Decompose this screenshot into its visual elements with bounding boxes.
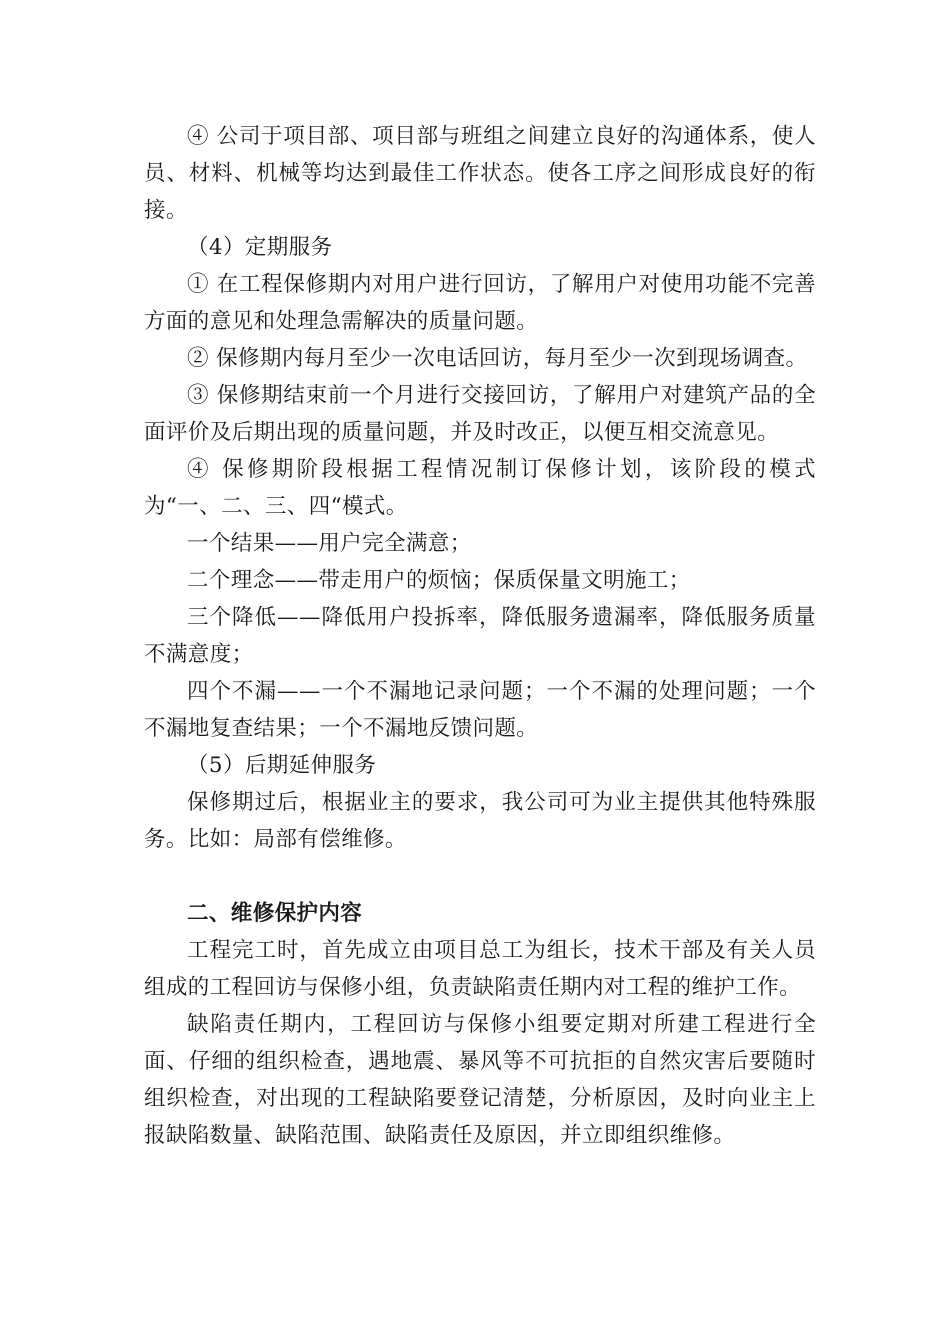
- paragraph: 四个不漏——一个不漏地记录问题；一个不漏的处理问题；一个不漏地复查结果；一个不漏地反馈问题。: [144, 679, 816, 741]
- paragraph: ④ 保修期阶段根据工程情况制订保修计划，该阶段的模式为“一、二、三、四“模式。: [144, 457, 816, 519]
- paragraph: ② 保修期内每月至少一次电话回访，每月至少一次到现场调查。: [187, 346, 808, 371]
- paragraph: 保修期过后，根据业主的要求，我公司可为业主提供其他特殊服务。比如：局部有偿维修。: [144, 790, 816, 852]
- document-body: [144, 118, 816, 1154]
- section-spacer: [144, 858, 816, 895]
- paragraph: 缺陷责任期内，工程回访与保修小组要定期对所建工程进行全面、仔细的组织检查，遇地震、暴风等不可抗拒的自然灾害后要随时组织检查，对出现的工程缺陷要登记清楚，分析原因，及时向业主上报缺陷数量、缺陷范围、缺陷责任及原因，并立即组织维修。: [144, 1012, 816, 1148]
- section-heading: 二、维修保护内容: [187, 901, 363, 926]
- paragraph: 一个结果——用户完全满意；: [187, 531, 472, 556]
- paragraph: ① 在工程保修期内对用户进行回访，了解用户对使用功能不完善方面的意见和处理急需解决的质量问题。: [144, 272, 816, 334]
- paragraph: ③ 保修期结束前一个月进行交接回访，了解用户对建筑产品的全面评价及后期出现的质量问题，并及时改正，以便互相交流意见。: [144, 383, 816, 445]
- paragraph: ④ 公司于项目部、项目部与班组之间建立良好的沟通体系，使人员、材料、机械等均达到最佳工作状态。使各工序之间形成良好的衔接。: [144, 124, 816, 223]
- subsection-title: （4）定期服务: [187, 235, 333, 260]
- paragraph: 三个降低——降低用户投拆率，降低服务遗漏率，降低服务质量不满意度；: [144, 605, 816, 667]
- paragraph: 二个理念——带走用户的烦恼；保质保量文明施工；: [187, 568, 691, 593]
- subsection-title: （5）后期延伸服务: [187, 753, 377, 778]
- paragraph: 工程完工时，首先成立由项目总工为组长，技术干部及有关人员组成的工程回访与保修小组，负责缺陷责任期内对工程的维护工作。: [144, 938, 816, 1000]
